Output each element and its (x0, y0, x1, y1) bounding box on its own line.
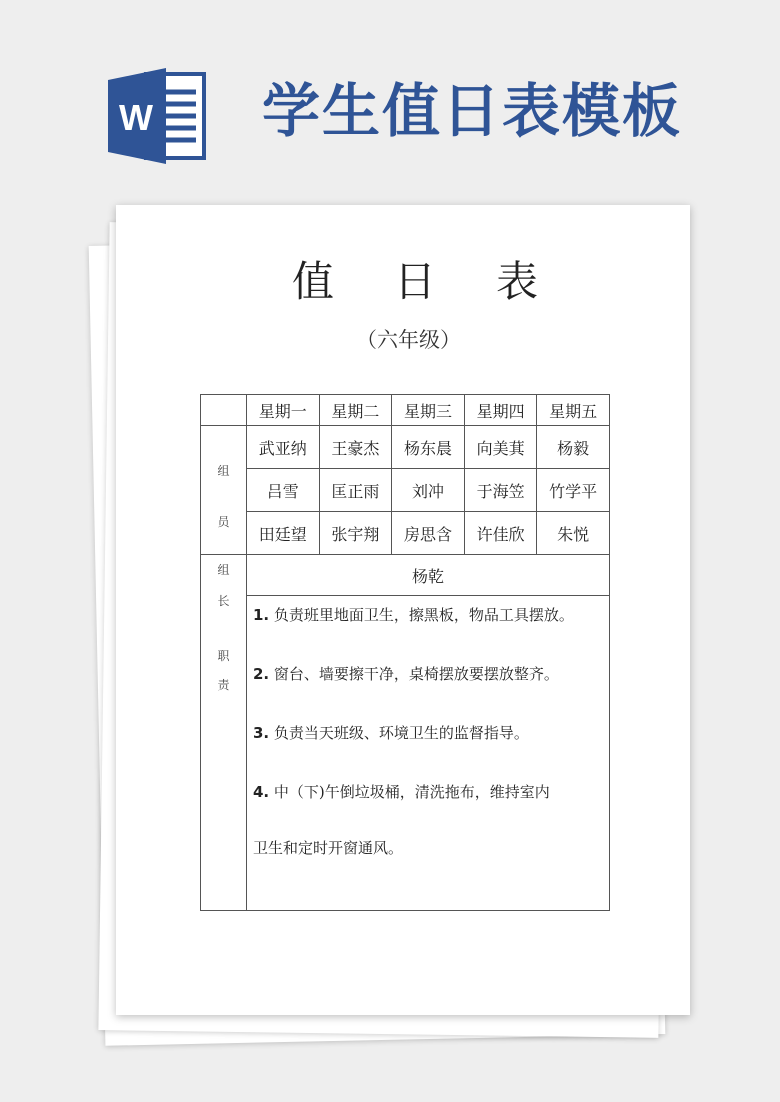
day-header: 星期一 (247, 395, 320, 426)
leader-label: 组 长 职 责 (201, 555, 247, 911)
document-title: 值日表 (292, 257, 599, 306)
member-name: 田廷望 (247, 512, 320, 555)
word-logo-icon (108, 68, 208, 164)
member-name: 竹学平 (537, 469, 610, 512)
table-corner-cell (201, 395, 247, 426)
member-name: 吕雪 (247, 469, 320, 512)
day-header: 星期四 (464, 395, 537, 426)
member-name: 许佳欣 (464, 512, 537, 555)
table-row (201, 469, 610, 512)
duty-item: 3. 负责当天班级、环境卫生的监督指导。 (253, 724, 529, 742)
members-label: 组 员 (201, 426, 247, 555)
leader-name: 杨乾 (247, 555, 610, 596)
duty-continuation: 卫生和定时开窗通风。 (253, 839, 404, 857)
duties-cell (247, 596, 610, 911)
document-subtitle: （六年级） (356, 328, 461, 352)
day-header: 星期五 (537, 395, 610, 426)
table-row (201, 596, 610, 911)
member-name: 于海笠 (464, 469, 537, 512)
banner-title: 学生值日表模板 (262, 77, 683, 145)
duty-item: 2. 窗台、墙要擦干净，桌椅摆放要摆放整齐。 (253, 665, 559, 683)
duty-item: 1. 负责班里地面卫生，擦黑板，物品工具摆放。 (253, 606, 574, 624)
duty-table (200, 394, 610, 911)
duty-item: 4. 中（下)午倒垃圾桶，清洗拖布，维持室内 (253, 783, 550, 801)
member-name: 房思含 (392, 512, 465, 555)
table-header-row (201, 395, 610, 426)
member-name: 杨东晨 (392, 426, 465, 469)
member-name: 匡正雨 (319, 469, 392, 512)
table-row (201, 512, 610, 555)
word-logo-letter: W (119, 97, 153, 138)
member-name: 武亚纳 (247, 426, 320, 469)
member-name: 王豪杰 (319, 426, 392, 469)
member-name: 朱悦 (537, 512, 610, 555)
day-header: 星期三 (392, 395, 465, 426)
member-name: 刘冲 (392, 469, 465, 512)
member-name: 杨毅 (537, 426, 610, 469)
table-row (201, 426, 610, 469)
table-row (201, 555, 610, 596)
day-header: 星期二 (319, 395, 392, 426)
member-name: 向美萁 (464, 426, 537, 469)
member-name: 张宇翔 (319, 512, 392, 555)
